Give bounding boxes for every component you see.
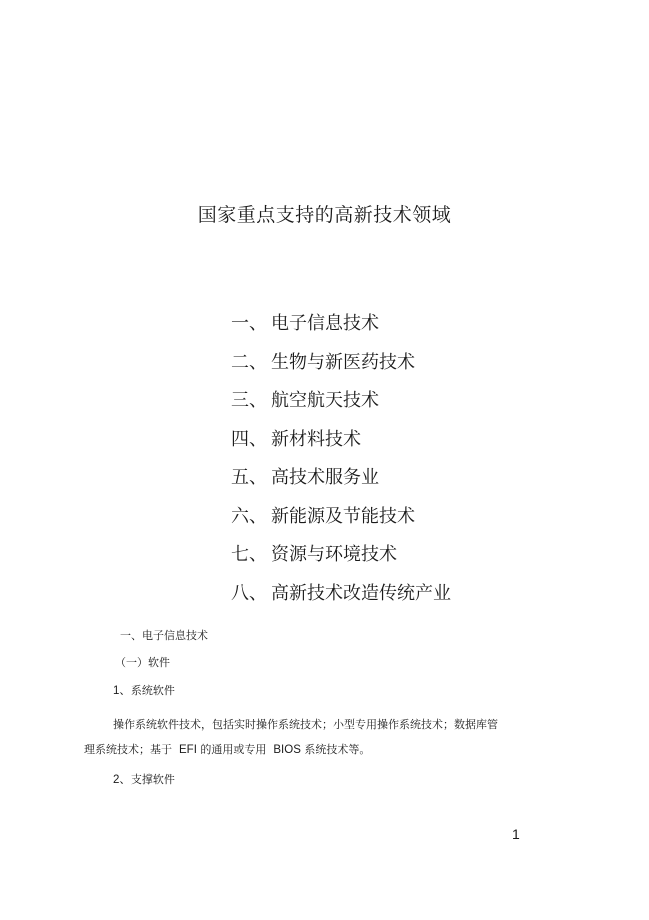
item-number: 1、 — [113, 685, 131, 697]
subsection-heading: （一）软件 — [115, 656, 170, 669]
paragraph-term: EFI — [179, 744, 197, 756]
toc-item-number: 八、 — [231, 582, 267, 604]
toc-item-label: 资源与环境技术 — [271, 544, 397, 565]
document-title: 国家重点支持的高新技术领域 — [197, 204, 452, 226]
toc-item-number: 七、 — [231, 544, 267, 565]
toc-item — [231, 351, 451, 390]
toc-item-number: 二、 — [231, 351, 267, 373]
paragraph-line: 操作系统软件技术，包括实时操作系统技术；小型专用操作系统技术；数据库管 — [113, 718, 498, 731]
toc-item — [231, 389, 451, 428]
paragraph-line — [84, 741, 370, 757]
toc-item — [231, 428, 451, 467]
toc-item-number: 一、 — [231, 313, 267, 334]
toc-item — [231, 466, 451, 505]
page-number: 1 — [512, 826, 520, 842]
toc-item — [231, 582, 451, 621]
paragraph-term: BIOS — [273, 744, 301, 756]
toc-item-label: 航空航天技术 — [271, 390, 379, 411]
toc-item-label: 生物与新医药技术 — [271, 351, 415, 373]
item-heading-2 — [113, 771, 175, 787]
toc-item-label: 新能源及节能技术 — [271, 505, 415, 527]
section-heading: 一、电子信息技术 — [120, 629, 208, 642]
item-title: 支撑软件 — [130, 773, 175, 786]
toc-item-label: 新材料技术 — [271, 428, 361, 450]
item-number: 2、 — [113, 774, 131, 786]
item-title: 系统软件 — [130, 684, 175, 697]
paragraph-text: 系统技术等。 — [304, 743, 371, 756]
paragraph-text: 的通用或专用 — [200, 743, 267, 756]
toc-item-number: 六、 — [231, 505, 267, 527]
toc-item — [231, 312, 451, 351]
toc-item-label: 高技术服务业 — [271, 467, 379, 488]
toc-item-number: 五、 — [231, 467, 267, 488]
toc-item — [231, 543, 451, 582]
item-heading-1 — [113, 682, 175, 698]
toc-item-number: 三、 — [231, 390, 267, 411]
toc-item — [231, 505, 451, 544]
table-of-contents — [231, 312, 451, 620]
toc-item-label: 高新技术改造传统产业 — [271, 582, 451, 604]
paragraph-text: 理系统技术；基于 — [84, 743, 172, 756]
toc-item-number: 四、 — [231, 428, 267, 450]
toc-item-label: 电子信息技术 — [271, 313, 379, 334]
